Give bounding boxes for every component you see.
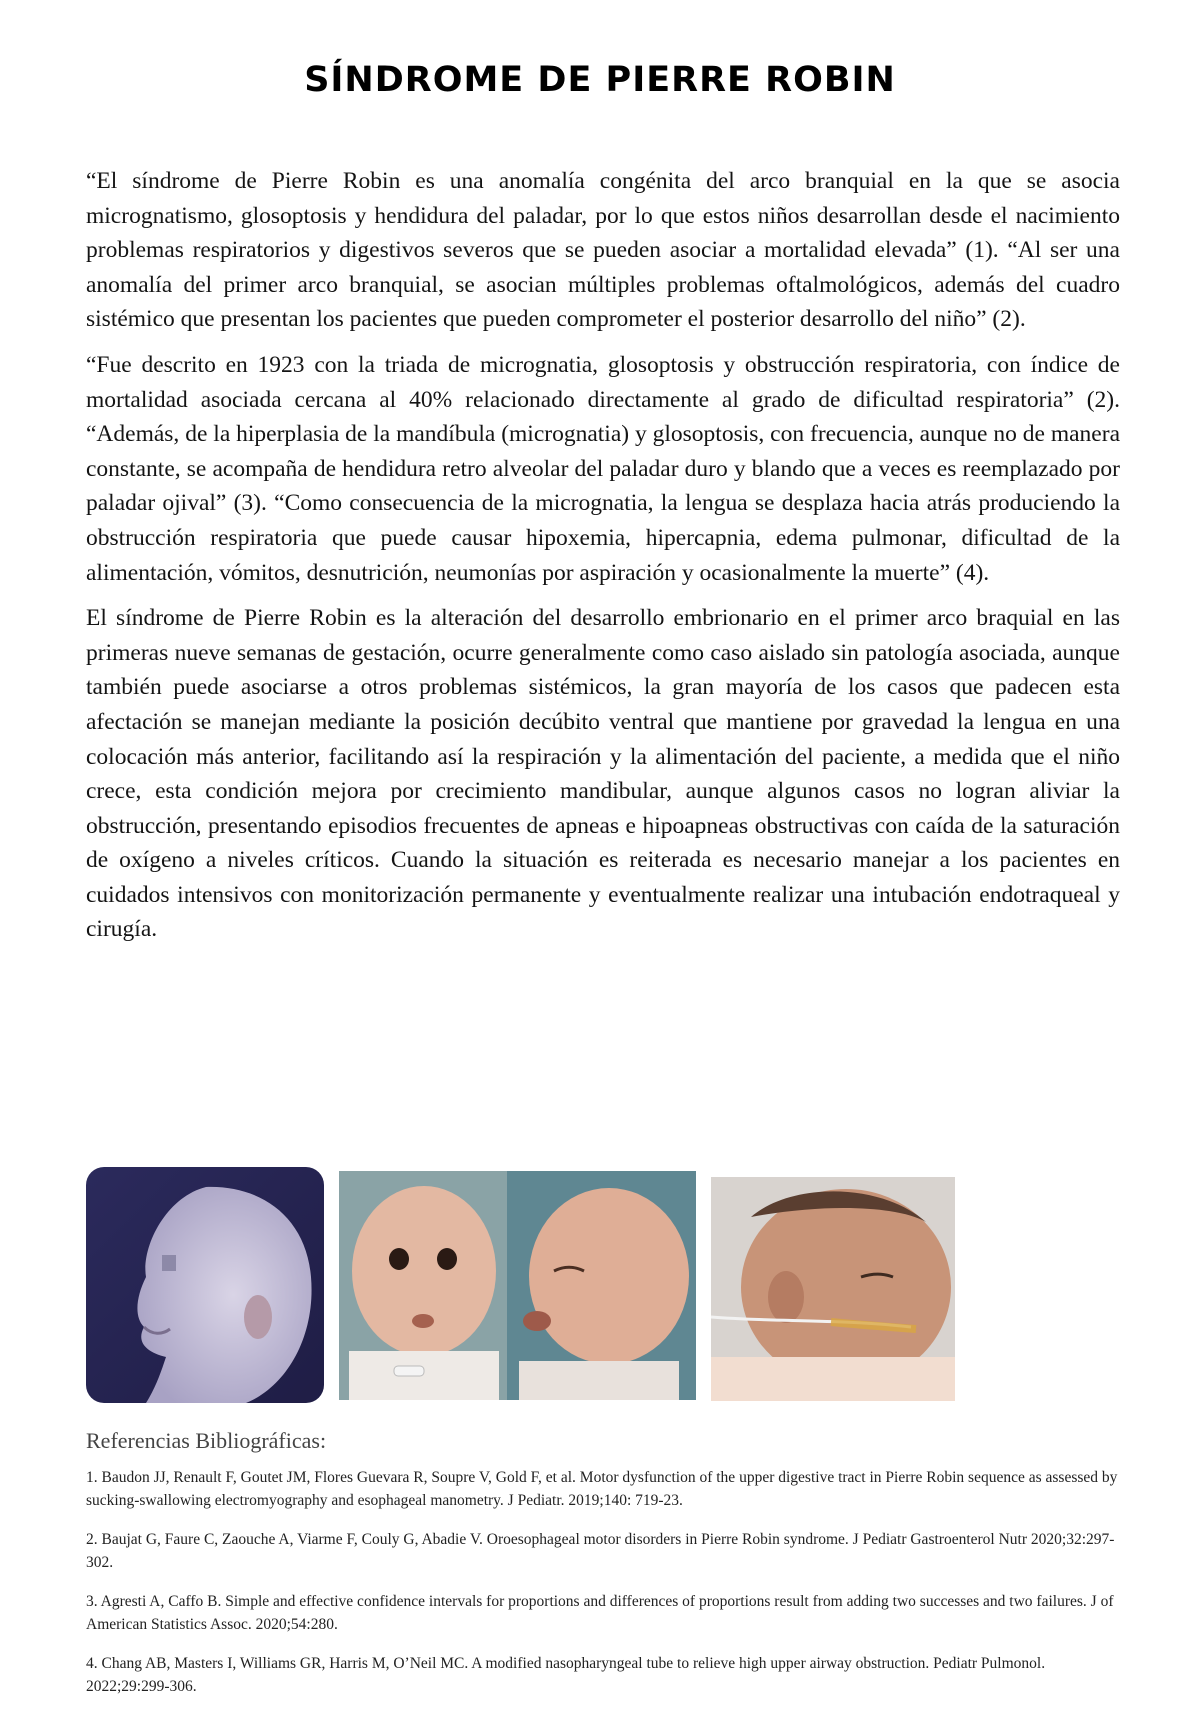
reference-item-3: 3. Agresti A, Caffo B. Simple and effective confidence intervals for proportions and differences of proportions result from adding two successes and two failures. J of American Statistics Assoc. 2020;54:280. xyxy=(86,1593,1114,1633)
page-title: SÍNDROME DE PIERRE ROBIN xyxy=(304,60,896,100)
reference-item-1: 1. Baudon JJ, Renault F, Goutet JM, Flores Guevara R, Soupre V, Gold F, et al. Motor dysfunction of the upper digestive tract in Pierre Robin sequence as assessed by sucking-swallowing electromyography and esophageal manometry. J Pediatr. 2019;140: 719-23. xyxy=(86,1469,1118,1509)
infant-profile-photo xyxy=(86,1167,324,1403)
paragraph-3: El síndrome de Pierre Robin es la alteración del desarrollo embrionario en el primer arco braquial en las primeras nueve semanas de gestación, ocurre generalmente como caso aislado sin patología asociada, aunque también puede asociarse a otros problemas sistémicos, la gran mayoría de los casos que padecen esta afectación se manejan mediante la posición decúbito ventral que mantiene por gravedad la lengua en una colocación más anterior, facilitando así la respiración y la alimentación del paciente, a medida que el niño crece, esta condición mejora por crecimiento mandibular, aunque algunos casos no logran aliviar la obstrucción, presentando episodios frecuentes de apneas e hipoapneas obstructivas con caída de la saturación de oxígeno a niveles críticos. Cuando la situación es reiterada es necesario manejar a los pacientes en cuidados intensivos con monitorización permanente y eventualmente realizar una intubación endotraqueal y cirugía. xyxy=(86,605,1120,943)
references-section xyxy=(86,1428,1120,1714)
reference-item-2: 2. Baujat G, Faure C, Zaouche A, Viarme F, Couly G, Abadie V. Oroesophageal motor disorders in Pierre Robin syndrome. J Pediatr Gastroenterol Nutr 2020;32:297-302. xyxy=(86,1531,1115,1571)
references-heading: Referencias Bibliográficas: xyxy=(86,1428,327,1453)
body-text xyxy=(86,164,1120,958)
infant-front-side-photo xyxy=(339,1171,696,1400)
infant-nasal-tube-photo xyxy=(711,1177,955,1401)
reference-item-4: 4. Chang AB, Masters I, Williams GR, Harris M, O’Neil MC. A modified nasopharyngeal tube to relieve high upper airway obstruction. Pediatr Pulmonol. 2022;29:299-306. xyxy=(86,1655,1046,1695)
paragraph-1: “El síndrome de Pierre Robin es una anomalía congénita del arco branquial en la que se asocia micrognatismo, glosoptosis y hendidura del paladar, por lo que estos niños desarrollan desde el nacimiento problemas respiratorios y digestivos severos que se pueden asociar a mortalidad elevada” (1). “Al ser una anomalía del primer arco branquial, se asocian múltiples problemas oftalmológicos, además del cuadro sistémico que presentan los pacientes que pueden comprometer el posterior desarrollo del niño” (2). xyxy=(86,168,1120,333)
paragraph-2: “Fue descrito en 1923 con la triada de micrognatia, glosoptosis y obstrucción respiratoria, con índice de mortalidad asociada cercana al 40% relacionado directamente al grado de dificultad respiratoria” (2). “Además, de la hiperplasia de la mandíbula (micrognatia) y glosoptosis, con frecuencia, aunque no de manera constante, se acompaña de hendidura retro alveolar del paladar duro y blando que a veces es reemplazado por paladar ojival” (3). “Como consecuencia de la micrognatia, la lengua se desplaza hacia atrás produciendo la obstrucción respiratoria que puede causar hipoxemia, hipercapnia, edema pulmonar, dificultad de la alimentación, vómitos, desnutrición, neumonías por aspiración y ocasionalmente la muerte” (4). xyxy=(86,351,1120,586)
photo-strip xyxy=(0,1167,1200,1403)
